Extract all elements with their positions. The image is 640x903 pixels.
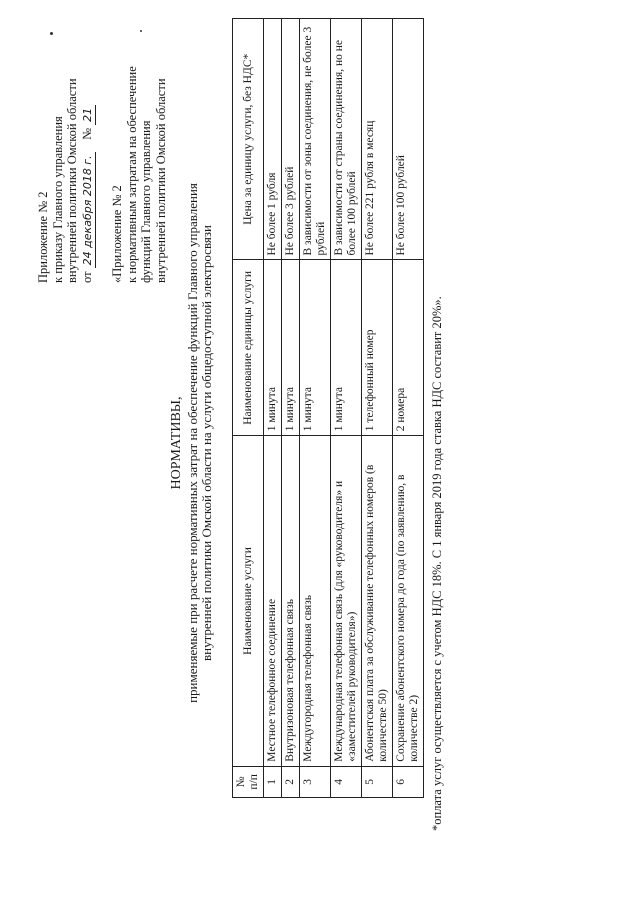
unit-name: 1 минута [331,260,362,436]
table-row [331,19,362,798]
unit-price: Не более 3 рублей [282,19,300,261]
table-header-row [233,19,264,798]
prev-appendix-line: к нормативным затратам на обеспечение [124,66,139,283]
unit-price: В зависимости от зоны соединения, не более 3 рублей [300,19,331,261]
number-prefix: № [79,127,94,140]
unit-price: Не более 100 рублей [393,19,424,261]
date-prefix: от [79,271,94,283]
row-number: 2 [282,766,300,797]
service-name: Международная телефонная связь (для «руководителя» и «заместителей руководителя») [331,436,362,766]
row-number: 5 [362,766,393,797]
service-name: Абонентская плата за обслуживание телефонных номеров (в количестве 50) [362,436,393,766]
table-row [393,19,424,798]
unit-price: Не более 1 рубля [264,19,282,261]
unit-name: 1 телефонный номер [362,260,393,436]
title-subline: внутренней политики Омской области на услуги общедоступной электросвязи [199,225,214,661]
unit-price: В зависимости от страны соединения, но не более 100 рублей [331,19,362,261]
order-reference: к приказу Главного управления [50,116,65,283]
department-name: внутренней политики Омской области [65,78,79,283]
service-name: Сохранение абонентского номера до года (по заявлению, в количестве 2) [393,436,424,766]
unit-name: 1 минута [282,260,300,436]
column-header-price: Цена за единицу услуги, без НДС* [233,19,264,261]
order-date-line [80,13,97,283]
prev-appendix-line: функций Главного управления [139,120,153,283]
column-header-number: № п/п [233,766,264,797]
service-name: Междугородная телефонная связь [300,436,331,766]
unit-name: 1 минута [300,260,331,436]
vat-footnote: *оплата услуг осуществляется с учетом НДС 18%. С 1 января 2019 года ставка НДС составит 20%». [430,296,444,831]
prev-appendix-line: «Приложение № 2 [110,185,124,283]
document-title [170,133,215,753]
appendix-header [36,13,96,283]
previous-appendix-header [110,13,168,283]
service-name: Внутризоновая телефонная связь [282,436,300,766]
table-row [362,19,393,798]
handwritten-number: 21 [81,105,97,125]
unit-name: 1 минута [264,260,282,436]
row-number: 4 [331,766,362,797]
norms-table [232,18,424,798]
table-row [282,19,300,798]
prev-appendix-line: внутренней политики Омской области [153,78,168,283]
table-row [300,19,331,798]
row-number: 3 [300,766,331,797]
table-row [264,19,282,798]
row-number: 6 [393,766,424,797]
column-header-unit: Наименование единицы услуги [233,260,264,436]
column-header-service: Наименование услуги [233,436,264,766]
appendix-label: Приложение № 2 [36,191,50,283]
unit-price: Не более 221 рубля в месяц [362,19,393,261]
handwritten-date: 24 декабря 2018 г. [81,152,97,268]
title-subline: применяемые при расчете нормативных затрат на обеспечение функций Главного управления [184,183,200,703]
unit-name: 2 номера [393,260,424,436]
service-name: Местное телефонное соединение [264,436,282,766]
title-main: НОРМАТИВЫ, [169,396,184,490]
row-number: 1 [264,766,282,797]
